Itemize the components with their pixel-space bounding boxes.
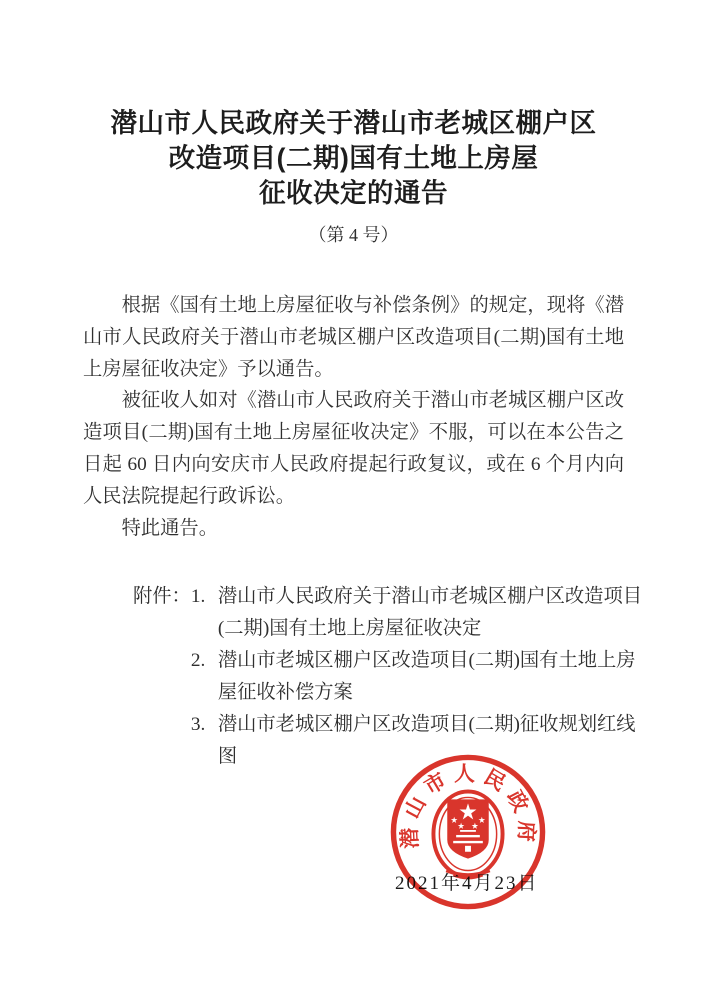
seal-arc-text: 潜山市人民政府 xyxy=(398,762,538,850)
body-paragraph: 根据《国有土地上房屋征收与补偿条例》的规定，现将《潜山市人民政府关于潜山市老城区棚户区改造项目(二期)国有土地上房屋征收决定》予以通告。 xyxy=(83,295,624,380)
issue-date: 2021年4月23日 xyxy=(395,873,539,894)
attachment-text-line: 潜山市人民政府关于潜山市老城区棚户区改造项目 xyxy=(217,586,643,607)
document-title xyxy=(0,106,707,211)
notice-body xyxy=(83,290,624,544)
attachment-item xyxy=(191,581,642,645)
attachment-number: 1. xyxy=(190,586,206,607)
attachments-label: 附件： xyxy=(133,586,191,607)
title-line: 潜山市人民政府关于潜山市老城区棚户区 xyxy=(110,108,597,138)
body-paragraph: 特此通告。 xyxy=(121,517,218,539)
attachment-number: 2. xyxy=(190,650,206,671)
attachments-list xyxy=(191,581,642,773)
attachment-text-line: 屋征收补偿方案 xyxy=(217,682,353,703)
document-number: （第 4 号） xyxy=(308,225,399,245)
title-line: 改造项目(二期)国有土地上房屋 xyxy=(168,143,539,173)
body-paragraph: 被征收人如对《潜山市人民政府关于潜山市老城区棚户区改造项目(二期)国有土地上房屋征收决定》不服，可以在本公告之日起 60 日内向安庆市人民政府提起行政复议，或在 6 个月内向人民法院提起行政诉讼。 xyxy=(83,390,624,507)
official-seal xyxy=(389,753,547,911)
attachment-text-line: (二期)国有土地上房屋征收决定 xyxy=(217,618,482,639)
attachment-item xyxy=(191,645,642,709)
attachment-number: 3. xyxy=(190,714,206,735)
attachment-text-line: 潜山市老城区棚户区改造项目(二期)征收规划红线 xyxy=(217,714,636,735)
attachment-text-line: 潜山市老城区棚户区改造项目(二期)国有土地上房 xyxy=(217,650,636,671)
attachment-text-line: 图 xyxy=(217,746,238,767)
title-line: 征收决定的通告 xyxy=(259,178,448,208)
national-emblem-icon xyxy=(433,792,502,879)
attachments-section xyxy=(133,581,643,773)
